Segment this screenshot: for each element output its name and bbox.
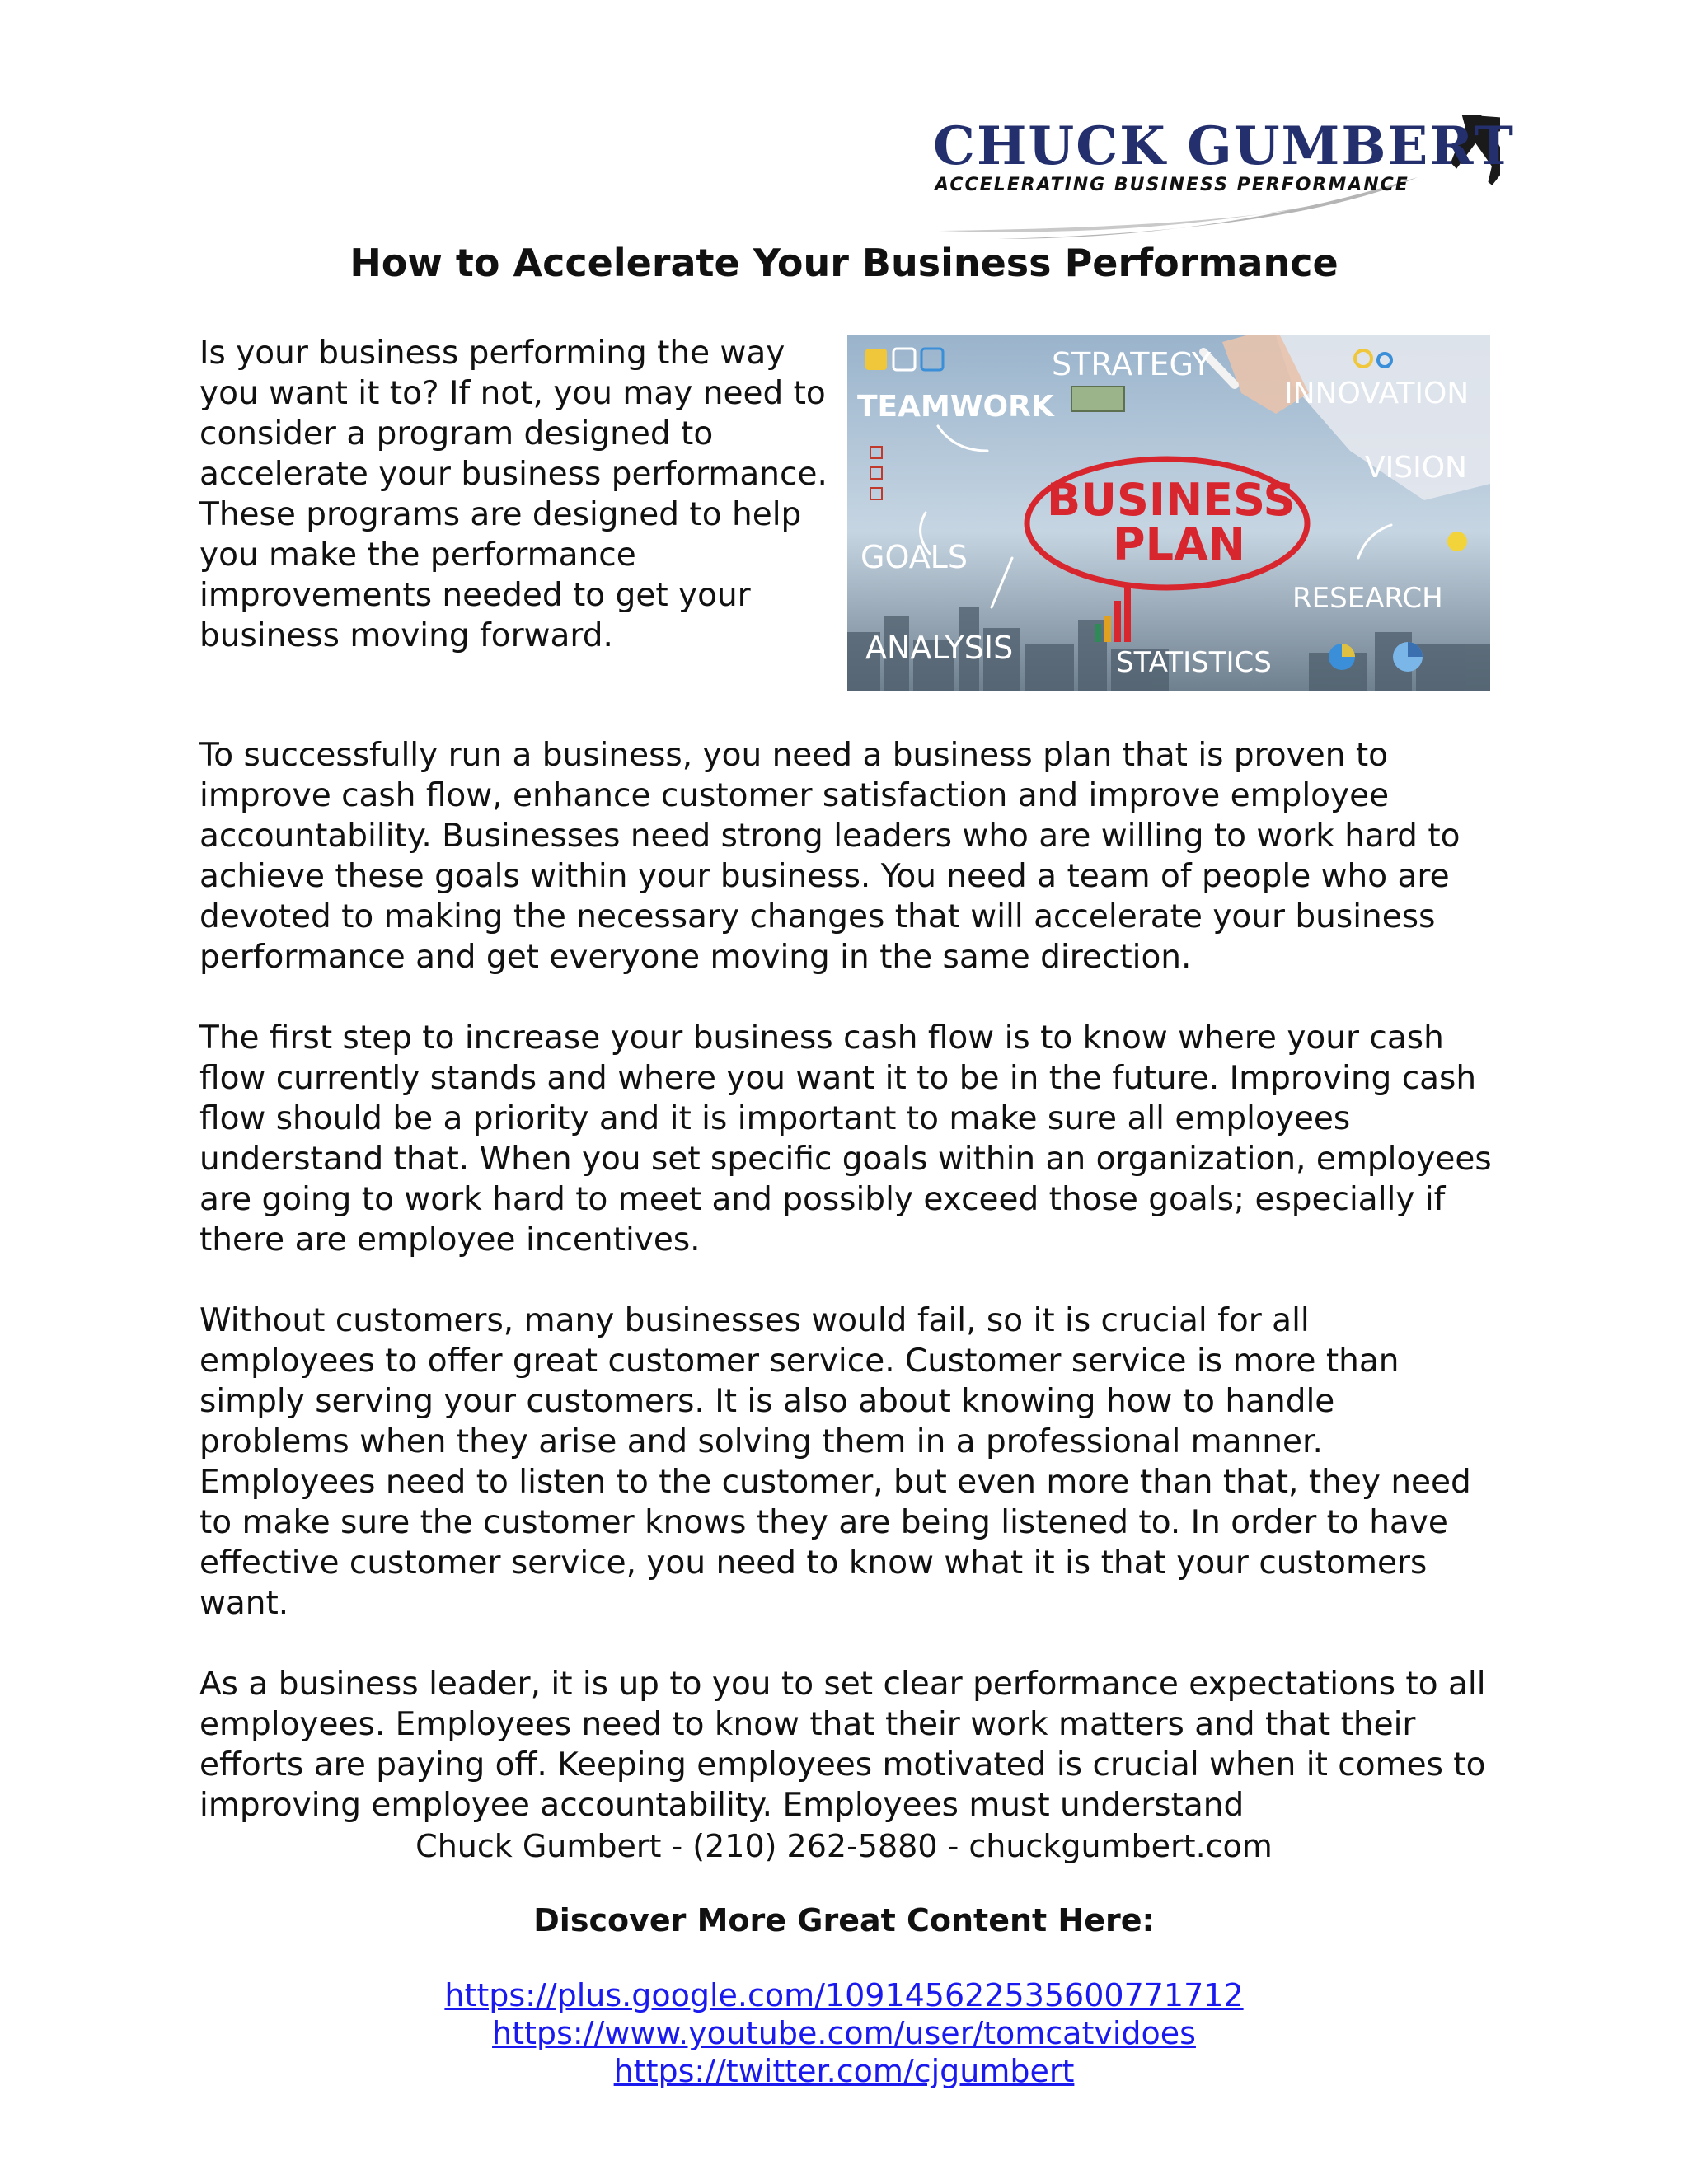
logo-name: CHUCK GUMBERT bbox=[933, 115, 1515, 177]
image-word-teamwork: TEAMWORK bbox=[857, 390, 1054, 424]
logo-tagline: ACCELERATING BUSINESS PERFORMANCE bbox=[935, 175, 1409, 195]
intro-paragraph: Is your business performing the way you want it to? If not, you may need to consider a program designed to accelerate your business performance. These programs are designed to help you make the performance improvements needed to get your business moving forward. bbox=[199, 335, 828, 654]
footer-links bbox=[0, 1976, 1688, 2090]
image-word-plan: PLAN bbox=[1113, 518, 1245, 570]
company-logo bbox=[923, 115, 1515, 247]
twitter-link[interactable]: https://twitter.com/cjgumbert bbox=[613, 2053, 1075, 2089]
body-paragraph: The first step to increase your business cash flow is to know where your cash flow currently stands and where you want it to be in the future. Improving cash flow should be a priority and it is important to make sure all employees understand that. When you set specific goals within an organization, employees are going to work hard to meet and possibly exceed those goals; especially if there are employee incentives. bbox=[199, 1019, 1492, 1258]
body-paragraph: As a business leader, it is up to you to set clear performance expectations to all employees. Employees need to know that their work matters and that their efforts are paying off. Keeping employees motivated is crucial when it comes to improving employee accountability. Employees must understand bbox=[199, 1666, 1486, 1824]
discover-heading: Discover More Great Content Here: bbox=[533, 1902, 1155, 1938]
footer-contact: Chuck Gumbert - (210) 262-5880 - chuckgumbert.com bbox=[415, 1828, 1273, 1864]
image-word-analysis: ANALYSIS bbox=[865, 630, 1014, 666]
article-body bbox=[199, 735, 1493, 1825]
image-word-statistics: STATISTICS bbox=[1116, 646, 1272, 679]
image-word-strategy: STRATEGY bbox=[1052, 346, 1212, 382]
image-word-research: RESEARCH bbox=[1292, 582, 1443, 615]
business-plan-image bbox=[847, 335, 1490, 691]
google-plus-link[interactable]: https://plus.google.com/109145622535600771712 bbox=[444, 1977, 1244, 2013]
image-word-goals: GOALS bbox=[860, 539, 968, 575]
image-word-business: BUSINESS bbox=[1047, 474, 1296, 526]
body-paragraph: Without customers, many businesses would fail, so it is crucial for all employees to offer great customer service. Customer service is more than simply serving your customers. It is also about knowing how to handle problems when they arise and solving them in a professional manner. Employees need to listen to the customer, but even more than that, they need to make sure the customer knows they are being listened to. In order to have effective customer service, you need to know what it is that your customers want. bbox=[199, 1302, 1471, 1622]
youtube-link[interactable]: https://www.youtube.com/user/tomcatvidoes bbox=[492, 2015, 1196, 2051]
image-word-innovation: INNOVATION bbox=[1284, 377, 1470, 410]
page-title: How to Accelerate Your Business Performance bbox=[349, 241, 1339, 285]
image-word-vision: VISION bbox=[1365, 451, 1467, 485]
body-paragraph: To successfully run a business, you need a business plan that is proven to improve cash flow, enhance customer satisfaction and improve employee accountability. Businesses need strong leaders who are willing to work hard to achieve these goals within your business. You need a team of people who are devoted to making the necessary changes that will accelerate your business performance and get everyone moving in the same direction. bbox=[199, 737, 1461, 976]
